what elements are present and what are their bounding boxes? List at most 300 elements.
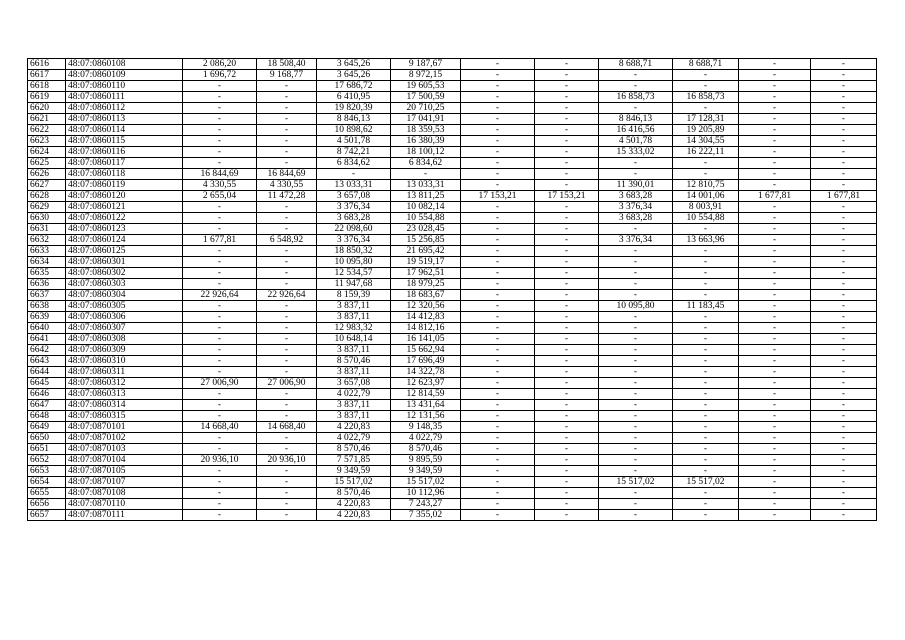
row-number-cell: 6629 [28, 202, 66, 213]
row-number-cell: 6625 [28, 158, 66, 169]
table-row [28, 103, 877, 114]
value-col-1-cell: - [183, 510, 257, 521]
value-col-3-cell: 3 645,26 [317, 70, 391, 81]
table-row [28, 455, 877, 466]
value-col-1-cell: - [183, 224, 257, 235]
value-col-6-cell: - [535, 367, 599, 378]
value-col-8-cell: - [673, 334, 739, 345]
value-col-1-cell: - [183, 246, 257, 257]
value-col-7-cell: 11 390,01 [599, 180, 673, 191]
value-col-6-cell: - [535, 147, 599, 158]
value-col-1-cell: - [183, 147, 257, 158]
value-col-4-cell: 14 322,78 [391, 367, 461, 378]
value-col-7-cell: - [599, 378, 673, 389]
value-col-7-cell: - [599, 158, 673, 169]
table-row [28, 488, 877, 499]
value-col-4-cell: 14 412,83 [391, 312, 461, 323]
value-col-8-cell: - [673, 345, 739, 356]
value-col-7-cell: - [599, 345, 673, 356]
cadastral-number-cell: 48:07:0860310 [66, 356, 183, 367]
table-row [28, 312, 877, 323]
value-col-10-cell: - [811, 213, 877, 224]
value-col-3-cell: 18 850,32 [317, 246, 391, 257]
value-col-6-cell: - [535, 279, 599, 290]
row-number-cell: 6647 [28, 400, 66, 411]
value-col-7-cell: 3 376,34 [599, 202, 673, 213]
value-col-6-cell: - [535, 477, 599, 488]
row-number-cell: 6648 [28, 411, 66, 422]
value-col-6-cell: - [535, 169, 599, 180]
value-col-5-cell: 17 153,21 [461, 191, 535, 202]
value-col-3-cell: 3 657,08 [317, 378, 391, 389]
value-col-10-cell: - [811, 433, 877, 444]
cadastral-number-cell: 48:07:0860117 [66, 158, 183, 169]
value-col-4-cell: 15 662,94 [391, 345, 461, 356]
row-number-cell: 6655 [28, 488, 66, 499]
value-col-7-cell: - [599, 433, 673, 444]
row-number-cell: 6627 [28, 180, 66, 191]
value-col-3-cell: 3 683,28 [317, 213, 391, 224]
value-col-2-cell: 9 168,77 [257, 70, 317, 81]
value-col-9-cell: - [739, 224, 811, 235]
cadastral-number-cell: 48:07:0860312 [66, 378, 183, 389]
value-col-5-cell: - [461, 290, 535, 301]
value-col-1-cell: - [183, 158, 257, 169]
value-col-4-cell: 9 187,67 [391, 59, 461, 70]
value-col-1-cell: - [183, 345, 257, 356]
value-col-10-cell: - [811, 367, 877, 378]
value-col-5-cell: - [461, 400, 535, 411]
value-col-8-cell: - [673, 257, 739, 268]
value-col-9-cell: - [739, 180, 811, 191]
value-col-3-cell: 3 837,11 [317, 345, 391, 356]
table-row [28, 356, 877, 367]
row-number-cell: 6652 [28, 455, 66, 466]
value-col-2-cell: 4 330,55 [257, 180, 317, 191]
value-col-2-cell: - [257, 389, 317, 400]
value-col-2-cell: - [257, 323, 317, 334]
cadastral-number-cell: 48:07:0860306 [66, 312, 183, 323]
value-col-3-cell: 19 820,39 [317, 103, 391, 114]
value-col-5-cell: - [461, 169, 535, 180]
value-col-8-cell: - [673, 224, 739, 235]
value-col-10-cell: - [811, 312, 877, 323]
value-col-8-cell: - [673, 510, 739, 521]
value-col-6-cell: - [535, 345, 599, 356]
row-number-cell: 6650 [28, 433, 66, 444]
value-col-3-cell: 4 501,78 [317, 136, 391, 147]
value-col-10-cell: - [811, 158, 877, 169]
value-col-7-cell: - [599, 411, 673, 422]
value-col-7-cell: - [599, 246, 673, 257]
value-col-5-cell: - [461, 323, 535, 334]
value-col-6-cell: - [535, 301, 599, 312]
value-col-2-cell: - [257, 257, 317, 268]
value-col-7-cell: - [599, 422, 673, 433]
value-col-9-cell: - [739, 235, 811, 246]
value-col-10-cell: - [811, 510, 877, 521]
value-col-3-cell: 3 376,34 [317, 202, 391, 213]
value-col-2-cell: 11 472,28 [257, 191, 317, 202]
cadastral-number-cell: 48:07:0860123 [66, 224, 183, 235]
value-col-10-cell: - [811, 180, 877, 191]
row-number-cell: 6622 [28, 125, 66, 136]
value-col-2-cell: - [257, 301, 317, 312]
value-col-6-cell: - [535, 323, 599, 334]
value-col-6-cell: - [535, 444, 599, 455]
value-col-1-cell: - [183, 466, 257, 477]
table-row [28, 147, 877, 158]
value-col-9-cell: - [739, 70, 811, 81]
cadastral-number-cell: 48:07:0870105 [66, 466, 183, 477]
value-col-8-cell: - [673, 422, 739, 433]
value-col-5-cell: - [461, 147, 535, 158]
value-col-6-cell: - [535, 235, 599, 246]
value-col-2-cell: - [257, 356, 317, 367]
value-col-2-cell: - [257, 224, 317, 235]
value-col-4-cell: 8 972,15 [391, 70, 461, 81]
value-col-5-cell: - [461, 411, 535, 422]
value-col-8-cell: - [673, 268, 739, 279]
value-col-3-cell: 3 837,11 [317, 367, 391, 378]
value-col-1-cell: - [183, 356, 257, 367]
row-number-cell: 6653 [28, 466, 66, 477]
value-col-7-cell: 4 501,78 [599, 136, 673, 147]
cadastral-number-cell: 48:07:0860302 [66, 268, 183, 279]
table-row [28, 411, 877, 422]
value-col-3-cell: 10 898,62 [317, 125, 391, 136]
value-col-2-cell: - [257, 202, 317, 213]
value-col-1-cell: - [183, 334, 257, 345]
value-col-2-cell: 14 668,40 [257, 422, 317, 433]
cadastral-number-cell: 48:07:0860108 [66, 59, 183, 70]
row-number-cell: 6639 [28, 312, 66, 323]
value-col-8-cell: 8 003,91 [673, 202, 739, 213]
value-col-7-cell: - [599, 455, 673, 466]
value-col-1-cell: 16 844,69 [183, 169, 257, 180]
value-col-2-cell: - [257, 147, 317, 158]
value-col-6-cell: - [535, 224, 599, 235]
value-col-3-cell: 3 645,26 [317, 59, 391, 70]
value-col-5-cell: - [461, 389, 535, 400]
value-col-4-cell: 17 041,91 [391, 114, 461, 125]
value-col-6-cell: - [535, 114, 599, 125]
value-col-5-cell: - [461, 345, 535, 356]
value-col-1-cell: - [183, 367, 257, 378]
value-col-1-cell: - [183, 114, 257, 125]
value-col-5-cell: - [461, 59, 535, 70]
value-col-5-cell: - [461, 235, 535, 246]
value-col-4-cell: 20 710,25 [391, 103, 461, 114]
value-col-10-cell: - [811, 147, 877, 158]
value-col-6-cell: - [535, 180, 599, 191]
value-col-8-cell: 16 222,11 [673, 147, 739, 158]
value-col-8-cell: 15 517,02 [673, 477, 739, 488]
value-col-10-cell: - [811, 411, 877, 422]
value-col-3-cell: 4 022,79 [317, 433, 391, 444]
value-col-4-cell: 15 517,02 [391, 477, 461, 488]
value-col-2-cell: 16 844,69 [257, 169, 317, 180]
value-col-2-cell: - [257, 213, 317, 224]
table-row [28, 81, 877, 92]
value-col-5-cell: - [461, 444, 535, 455]
value-col-2-cell: - [257, 92, 317, 103]
value-col-2-cell: - [257, 136, 317, 147]
table-row [28, 466, 877, 477]
value-col-8-cell: - [673, 246, 739, 257]
cadastral-number-cell: 48:07:0870101 [66, 422, 183, 433]
row-number-cell: 6646 [28, 389, 66, 400]
value-col-6-cell: - [535, 158, 599, 169]
value-col-4-cell: 15 256,85 [391, 235, 461, 246]
value-col-8-cell: - [673, 389, 739, 400]
value-col-1-cell: 2 655,04 [183, 191, 257, 202]
row-number-cell: 6624 [28, 147, 66, 158]
table-row [28, 213, 877, 224]
value-col-10-cell: - [811, 125, 877, 136]
value-col-1-cell: 2 086,20 [183, 59, 257, 70]
table-row [28, 136, 877, 147]
value-col-6-cell: - [535, 411, 599, 422]
value-col-7-cell: - [599, 290, 673, 301]
table-row [28, 433, 877, 444]
value-col-4-cell: 19 519,17 [391, 257, 461, 268]
cadastral-number-cell: 48:07:0870104 [66, 455, 183, 466]
value-col-3-cell: 3 837,11 [317, 301, 391, 312]
value-col-3-cell: 4 220,83 [317, 499, 391, 510]
value-col-6-cell: - [535, 510, 599, 521]
value-col-6-cell: - [535, 466, 599, 477]
cadastral-number-cell: 48:07:0870108 [66, 488, 183, 499]
value-col-8-cell: 16 858,73 [673, 92, 739, 103]
value-col-4-cell: 9 148,35 [391, 422, 461, 433]
value-col-9-cell: - [739, 136, 811, 147]
value-col-4-cell: 10 554,88 [391, 213, 461, 224]
row-number-cell: 6623 [28, 136, 66, 147]
value-col-9-cell: - [739, 279, 811, 290]
value-col-8-cell: - [673, 290, 739, 301]
value-col-3-cell: 8 570,46 [317, 356, 391, 367]
table-row [28, 499, 877, 510]
value-col-3-cell: 3 837,11 [317, 411, 391, 422]
value-col-8-cell: - [673, 378, 739, 389]
value-col-1-cell: - [183, 268, 257, 279]
row-number-cell: 6626 [28, 169, 66, 180]
value-col-1-cell: - [183, 323, 257, 334]
value-col-4-cell: 12 623,97 [391, 378, 461, 389]
value-col-5-cell: - [461, 488, 535, 499]
value-col-6-cell: - [535, 257, 599, 268]
row-number-cell: 6621 [28, 114, 66, 125]
value-col-3-cell: - [317, 169, 391, 180]
value-col-6-cell: - [535, 389, 599, 400]
value-col-7-cell: 3 376,34 [599, 235, 673, 246]
value-col-7-cell: - [599, 257, 673, 268]
value-col-5-cell: - [461, 92, 535, 103]
value-col-7-cell: 16 416,56 [599, 125, 673, 136]
value-col-5-cell: - [461, 257, 535, 268]
row-number-cell: 6637 [28, 290, 66, 301]
value-col-2-cell: 6 548,92 [257, 235, 317, 246]
value-col-4-cell: 7 355,02 [391, 510, 461, 521]
table-row [28, 389, 877, 400]
value-col-10-cell: 1 677,81 [811, 191, 877, 202]
value-col-9-cell: - [739, 345, 811, 356]
value-col-9-cell: 1 677,81 [739, 191, 811, 202]
value-col-3-cell: 12 534,57 [317, 268, 391, 279]
value-col-3-cell: 7 571,85 [317, 455, 391, 466]
value-col-8-cell: - [673, 158, 739, 169]
value-col-5-cell: - [461, 499, 535, 510]
row-number-cell: 6620 [28, 103, 66, 114]
table-row [28, 92, 877, 103]
value-col-8-cell: - [673, 356, 739, 367]
value-col-10-cell: - [811, 400, 877, 411]
value-col-1-cell: - [183, 477, 257, 488]
value-col-6-cell: - [535, 400, 599, 411]
value-col-10-cell: - [811, 246, 877, 257]
value-col-4-cell: 4 022,79 [391, 433, 461, 444]
value-col-4-cell: 6 834,62 [391, 158, 461, 169]
value-col-8-cell: 19 205,89 [673, 125, 739, 136]
value-col-6-cell: - [535, 103, 599, 114]
table-row [28, 59, 877, 70]
cadastral-number-cell: 48:07:0870107 [66, 477, 183, 488]
value-col-7-cell: 15 333,02 [599, 147, 673, 158]
value-col-2-cell: 27 006,90 [257, 378, 317, 389]
value-col-7-cell: 8 846,13 [599, 114, 673, 125]
value-col-2-cell: - [257, 367, 317, 378]
table-row [28, 169, 877, 180]
value-col-9-cell: - [739, 323, 811, 334]
cadastral-number-cell: 48:07:0860315 [66, 411, 183, 422]
value-col-10-cell: - [811, 224, 877, 235]
value-col-4-cell: 14 812,16 [391, 323, 461, 334]
cadastral-number-cell: 48:07:0860125 [66, 246, 183, 257]
value-col-6-cell: - [535, 312, 599, 323]
row-number-cell: 6649 [28, 422, 66, 433]
data-table [27, 58, 877, 521]
value-col-9-cell: - [739, 455, 811, 466]
cadastral-number-cell: 48:07:0860311 [66, 367, 183, 378]
cadastral-number-cell: 48:07:0860307 [66, 323, 183, 334]
value-col-4-cell: 18 359,53 [391, 125, 461, 136]
value-col-4-cell: 7 243,27 [391, 499, 461, 510]
value-col-4-cell: 18 683,67 [391, 290, 461, 301]
row-number-cell: 6651 [28, 444, 66, 455]
value-col-10-cell: - [811, 356, 877, 367]
value-col-6-cell: - [535, 499, 599, 510]
value-col-7-cell: - [599, 224, 673, 235]
value-col-9-cell: - [739, 213, 811, 224]
value-col-9-cell: - [739, 125, 811, 136]
value-col-5-cell: - [461, 466, 535, 477]
value-col-3-cell: 4 220,83 [317, 422, 391, 433]
table-row [28, 257, 877, 268]
value-col-7-cell: - [599, 279, 673, 290]
value-col-3-cell: 17 686,72 [317, 81, 391, 92]
value-col-10-cell: - [811, 268, 877, 279]
value-col-5-cell: - [461, 334, 535, 345]
value-col-8-cell: - [673, 103, 739, 114]
value-col-1-cell: 1 696,72 [183, 70, 257, 81]
value-col-5-cell: - [461, 312, 535, 323]
value-col-9-cell: - [739, 488, 811, 499]
value-col-10-cell: - [811, 422, 877, 433]
row-number-cell: 6632 [28, 235, 66, 246]
value-col-1-cell: - [183, 279, 257, 290]
value-col-1-cell: - [183, 92, 257, 103]
value-col-5-cell: - [461, 103, 535, 114]
value-col-8-cell: - [673, 169, 739, 180]
value-col-8-cell: 12 810,75 [673, 180, 739, 191]
table-row [28, 70, 877, 81]
value-col-8-cell: - [673, 466, 739, 477]
value-col-8-cell: - [673, 488, 739, 499]
value-col-3-cell: 8 846,13 [317, 114, 391, 125]
value-col-9-cell: - [739, 257, 811, 268]
value-col-2-cell: - [257, 411, 317, 422]
value-col-1-cell: - [183, 301, 257, 312]
value-col-5-cell: - [461, 422, 535, 433]
value-col-4-cell: 9 349,59 [391, 466, 461, 477]
cadastral-number-cell: 48:07:0860112 [66, 103, 183, 114]
value-col-10-cell: - [811, 499, 877, 510]
value-col-6-cell: - [535, 136, 599, 147]
value-col-6-cell: - [535, 378, 599, 389]
value-col-2-cell: - [257, 334, 317, 345]
value-col-10-cell: - [811, 103, 877, 114]
value-col-5-cell: - [461, 158, 535, 169]
value-col-7-cell: - [599, 389, 673, 400]
value-col-5-cell: - [461, 433, 535, 444]
value-col-1-cell: - [183, 202, 257, 213]
cadastral-number-cell: 48:07:0860309 [66, 345, 183, 356]
value-col-2-cell: - [257, 246, 317, 257]
value-col-8-cell: - [673, 411, 739, 422]
value-col-2-cell: - [257, 466, 317, 477]
value-col-8-cell: - [673, 70, 739, 81]
value-col-9-cell: - [739, 444, 811, 455]
table-row [28, 400, 877, 411]
value-col-1-cell: - [183, 213, 257, 224]
row-number-cell: 6628 [28, 191, 66, 202]
value-col-7-cell: - [599, 488, 673, 499]
value-col-5-cell: - [461, 455, 535, 466]
value-col-2-cell: - [257, 125, 317, 136]
value-col-7-cell: - [599, 70, 673, 81]
value-col-4-cell: 10 082,14 [391, 202, 461, 213]
value-col-3-cell: 3 837,11 [317, 400, 391, 411]
value-col-3-cell: 8 159,39 [317, 290, 391, 301]
value-col-4-cell: 13 811,25 [391, 191, 461, 202]
value-col-1-cell: - [183, 389, 257, 400]
table-row [28, 125, 877, 136]
value-col-9-cell: - [739, 378, 811, 389]
value-col-8-cell: - [673, 400, 739, 411]
value-col-6-cell: - [535, 202, 599, 213]
value-col-2-cell: - [257, 158, 317, 169]
table-body [28, 59, 877, 521]
value-col-3-cell: 3 837,11 [317, 312, 391, 323]
value-col-5-cell: - [461, 268, 535, 279]
row-number-cell: 6645 [28, 378, 66, 389]
cadastral-number-cell: 48:07:0860121 [66, 202, 183, 213]
value-col-10-cell: - [811, 169, 877, 180]
row-number-cell: 6633 [28, 246, 66, 257]
value-col-1-cell: - [183, 488, 257, 499]
value-col-3-cell: 12 983,32 [317, 323, 391, 334]
